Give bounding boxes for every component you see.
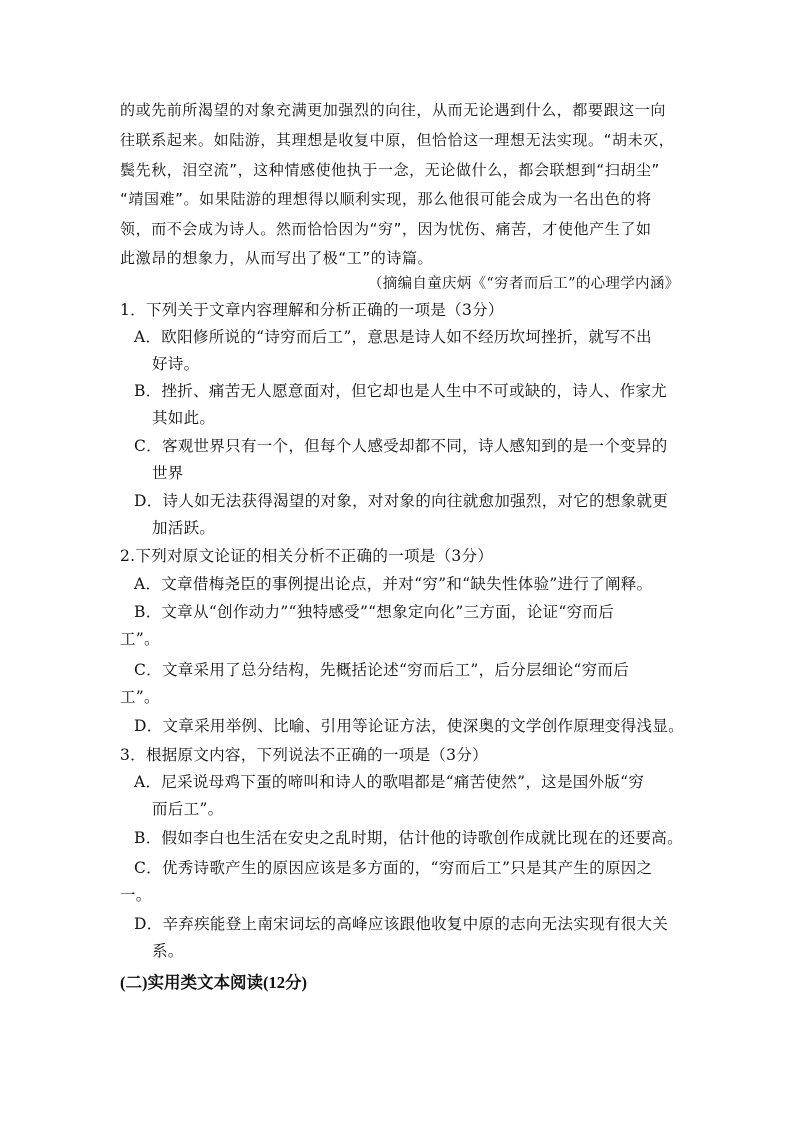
option-b-cont: 其如此。: [152, 409, 216, 427]
option-a: A．欧阳修所说的“诗穷而后工”，意思是诗人如不经历坎坷挫折，就写不出: [134, 328, 652, 346]
passage-line: 此激昂的想象力，从而写出了极“工”的诗篇。: [120, 249, 434, 267]
passage-line: 的或先前所渴望的对象充满更加强烈的向往，从而无论遇到什么，都要跟这一向: [120, 101, 667, 119]
question-stem: 3．根据原文内容，下列说法不正确的一项是（3分）: [120, 746, 488, 764]
option-b: B．挫折、痛苦无人愿意面对，但它却也是人生中不可或缺的，诗人、作家尤: [134, 382, 668, 400]
option-d-cont: 系。: [152, 942, 184, 960]
option-b: B．文章从“创作动力”“独特感受”“想象定向化”三方面，论证“穷而后: [134, 603, 615, 621]
question-stem: 1．下列关于文章内容理解和分析正确的一项是（3分）: [120, 301, 504, 319]
option-b-cont: 工”。: [120, 630, 160, 648]
option-c-cont: 世界: [152, 464, 184, 482]
passage-line: 领，而不会成为诗人。然而恰恰因为“穷”，因为忧伤、痛苦，才使他产生了如: [120, 220, 652, 238]
option-d: D．诗人如无法获得渴望的对象，对对象的向往就愈加强烈，对它的想象就更: [134, 492, 669, 510]
option-c: C．文章采用了总分结构，先概括论述“穷而后工”，后分层细论“穷而后: [134, 661, 630, 679]
question-stem: 2.下列对原文论证的相关分析不正确的一项是（3分）: [120, 547, 494, 565]
passage-line: 往联系起来。如陆游，其理想是收复中原，但恰恰这一理想无法实现。“胡未灭，: [120, 131, 675, 149]
option-d: D．辛弃疾能登上南宋词坛的高峰应该跟他收复中原的志向无法实现有很大关: [134, 915, 669, 933]
option-a-cont: 而后工”。: [152, 800, 224, 818]
passage-source: （摘编自童庆炳《“穷者而后工”的心理学内涵》: [368, 276, 680, 292]
option-c-cont: 工”。: [120, 688, 160, 706]
option-a: A．尼采说母鸡下蛋的啼叫和诗人的歌唱都是“痛苦使然”，这是国外版“穷: [134, 773, 645, 791]
option-a: A．文章借梅尧臣的事例提出论点，并对“穷”和“缺失性体验”进行了阐释。: [134, 575, 653, 593]
option-d-cont: 加活跃。: [152, 519, 216, 537]
option-b: B．假如李白也生活在安史之乱时期，估计他的诗歌创作成就比现在的还要高。: [134, 829, 683, 847]
passage-line: 鬓先秋，泪空流”，这种情感使他执于一念，无论做什么，都会联想到“扫胡尘”: [120, 161, 660, 179]
option-d: D．文章采用举例、比喻、引用等论证方法，使深奥的文学创作原理变得浅显。: [134, 717, 684, 735]
option-c-cont: 一。: [120, 886, 152, 904]
section-heading: (二)实用类文本阅读(12分): [120, 973, 307, 992]
option-c: C．客观世界只有一个，但每个人感受却都不同，诗人感知到的是一个变异的: [134, 437, 668, 455]
passage-line: “靖国难”。如果陆游的理想得以顺利实现，那么他很可能会成为一名出色的将: [120, 190, 652, 208]
option-c: C．优秀诗歌产生的原因应该是多方面的，“穷而后工”只是其产生的原因之: [134, 859, 653, 877]
option-a-cont: 好诗。: [152, 355, 200, 373]
